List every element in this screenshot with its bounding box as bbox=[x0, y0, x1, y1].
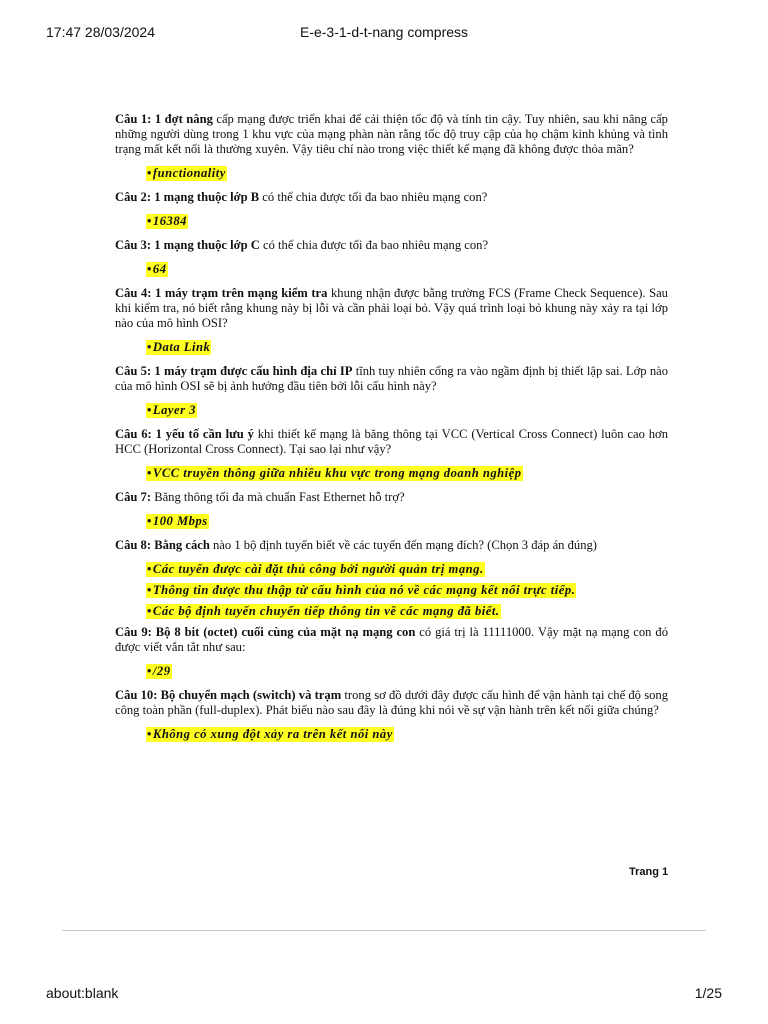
bullet-icon: • bbox=[147, 604, 152, 618]
answer-item bbox=[146, 466, 668, 482]
question-9 bbox=[115, 625, 668, 655]
question-keyword: 1 máy trạm trên mạng kiểm tra bbox=[155, 286, 328, 300]
bullet-icon: • bbox=[147, 340, 152, 354]
question-text: khung nhận được bằng trường FCS (Frame Check Sequence). Sau khi kiểm tra, nó biết rằng khung này bị lỗi và cần phải loại bỏ. Vậy quá trình loại bỏ khung này xảy ra tại lớp nào của mô hình OSI? bbox=[115, 286, 668, 330]
highlighted-answer bbox=[146, 604, 501, 619]
highlighted-answer bbox=[146, 583, 576, 598]
bullet-icon: • bbox=[147, 403, 152, 417]
question-text: có thể chia được tối đa bao nhiêu mạng con? bbox=[259, 238, 489, 252]
question-2 bbox=[115, 190, 668, 205]
highlighted-answer bbox=[146, 664, 172, 679]
question-3 bbox=[115, 238, 668, 253]
answer-text: Không có xung đột xảy ra trên kết nối này bbox=[152, 727, 393, 741]
question-8 bbox=[115, 538, 668, 553]
print-header bbox=[0, 24, 768, 44]
bullet-icon: • bbox=[147, 583, 152, 597]
question-number: Câu 2: bbox=[115, 190, 152, 204]
question-number: Câu 4: bbox=[115, 286, 152, 300]
question-text: có thể chia được tối đa bao nhiêu mạng con? bbox=[259, 190, 488, 204]
question-keyword: Bộ 8 bit (octet) cuối cùng của mặt nạ mạng con bbox=[155, 625, 416, 639]
answer-text: functionality bbox=[152, 166, 226, 180]
bullet-icon: • bbox=[147, 214, 152, 228]
question-10 bbox=[115, 688, 668, 718]
answer-item bbox=[146, 262, 668, 278]
answer-text: 16384 bbox=[152, 214, 187, 228]
question-5 bbox=[115, 364, 668, 394]
question-number: Câu 10: bbox=[115, 688, 158, 702]
answer-text: /29 bbox=[152, 664, 171, 678]
question-keyword: 1 máy trạm được cấu hình địa chỉ IP bbox=[154, 364, 353, 378]
question-number: Câu 1: bbox=[115, 112, 152, 126]
answer-item bbox=[146, 727, 668, 743]
question-number: Câu 9: bbox=[115, 625, 152, 639]
answer-text: VCC truyền thông giữa nhiều khu vực trong mạng doanh nghiệp bbox=[152, 466, 522, 480]
answer-item bbox=[146, 166, 668, 182]
question-keyword: 1 đợt nâng bbox=[154, 112, 213, 126]
page-label: Trang 1 bbox=[629, 866, 669, 878]
question-4 bbox=[115, 286, 668, 331]
bullet-icon: • bbox=[147, 262, 152, 276]
bullet-icon: • bbox=[147, 727, 152, 741]
answer-item bbox=[146, 214, 668, 230]
answer-text: 100 Mbps bbox=[152, 514, 208, 528]
highlighted-answer bbox=[146, 340, 211, 355]
answer-item bbox=[146, 562, 668, 578]
answer-item bbox=[146, 604, 668, 620]
highlighted-answer bbox=[146, 403, 197, 418]
question-number: Câu 5: bbox=[115, 364, 152, 378]
question-number: Câu 6: bbox=[115, 427, 152, 441]
question-text: nào 1 bộ định tuyến biết về các tuyến đến mạng đích? (Chọn 3 đáp án đúng) bbox=[209, 538, 597, 552]
question-text: Băng thông tối đa mà chuẩn Fast Ethernet hỗ trợ? bbox=[151, 490, 405, 504]
question-keyword: 1 yếu tố cần lưu ý bbox=[155, 427, 254, 441]
highlighted-answer bbox=[146, 214, 188, 229]
question-text: cấp mạng được triển khai để cải thiện tốc độ và tính tin cậy. Tuy nhiên, sau khi nâng cấp những người dùng trong 1 khu vực của mạng phàn nàn rằng tốc độ truy cập của họ chậm kinh khủng và tình trạng mất kết nối là thường xuyên. Vậy tiêu chí nào trong việc thiết kế mạng đã không được thỏa mãn? bbox=[115, 112, 668, 156]
bullet-icon: • bbox=[147, 562, 152, 576]
bullet-icon: • bbox=[147, 514, 152, 528]
highlighted-answer bbox=[146, 562, 485, 577]
answer-text: 64 bbox=[152, 262, 167, 276]
answer-item bbox=[146, 583, 668, 599]
question-number: Câu 7: bbox=[115, 490, 152, 504]
answer-text: Các bộ định tuyến chuyển tiếp thông tin về các mạng đã biết. bbox=[152, 604, 500, 618]
question-6 bbox=[115, 427, 668, 457]
question-7 bbox=[115, 490, 668, 505]
answer-item bbox=[146, 664, 668, 680]
question-keyword: Bằng cách bbox=[154, 538, 210, 552]
highlighted-answer bbox=[146, 514, 209, 529]
question-text: khi thiết kế mạng là băng thông tại VCC (Vertical Cross Connect) luôn cao hơn HCC (Horizontal Cross Connect). Tại sao lại như vậy? bbox=[115, 427, 668, 456]
answer-item bbox=[146, 403, 668, 419]
print-page-counter: 1/25 bbox=[694, 985, 722, 1001]
print-datetime: 17:47 28/03/2024 bbox=[46, 24, 155, 40]
bullet-icon: • bbox=[147, 166, 152, 180]
footer-divider bbox=[62, 930, 706, 931]
question-keyword: 1 mạng thuộc lớp C bbox=[154, 238, 260, 252]
answer-item bbox=[146, 514, 668, 530]
question-number: Câu 8: bbox=[115, 538, 152, 552]
highlighted-answer bbox=[146, 262, 168, 277]
question-text: có giá trị là 11111000. Vậy mặt nạ mạng con đó được viết vắn tắt như sau: bbox=[115, 625, 668, 654]
question-text: tĩnh tuy nhiên cổng ra vào ngầm định bị thiết lập sai. Lớp nào của mô hình OSI sẽ bị ảnh hưởng đầu tiên bởi lỗi cấu hình này? bbox=[115, 364, 669, 393]
bullet-icon: • bbox=[147, 664, 152, 678]
answer-text: Các tuyến được cài đặt thủ công bởi người quản trị mạng. bbox=[152, 562, 484, 576]
answer-text: Data Link bbox=[152, 340, 211, 354]
question-1 bbox=[115, 112, 668, 157]
highlighted-answer bbox=[146, 166, 227, 181]
question-number: Câu 3: bbox=[115, 238, 152, 252]
answer-text: Thông tin được thu thập từ cấu hình của nó về các mạng kết nối trực tiếp. bbox=[152, 583, 576, 597]
print-url: about:blank bbox=[46, 985, 119, 1001]
question-keyword: Bộ chuyển mạch (switch) và trạm bbox=[160, 688, 342, 702]
highlighted-answer bbox=[146, 727, 394, 742]
bullet-icon: • bbox=[147, 466, 152, 480]
print-footer bbox=[0, 985, 768, 1005]
answer-item bbox=[146, 340, 668, 356]
question-text: trong sơ đồ dưới đây được cấu hình để vận hành tại chế độ song công toàn phần (full-duplex). Phát biểu nào sau đây là đúng khi nói về sự vận hành trên kết nối giữa chúng? bbox=[115, 688, 668, 717]
answer-text: Layer 3 bbox=[152, 403, 196, 417]
question-keyword: 1 mạng thuộc lớp B bbox=[154, 190, 260, 204]
highlighted-answer bbox=[146, 466, 523, 481]
print-document-title: E-e-3-1-d-t-nang compress bbox=[299, 24, 469, 40]
document-page bbox=[115, 112, 668, 751]
